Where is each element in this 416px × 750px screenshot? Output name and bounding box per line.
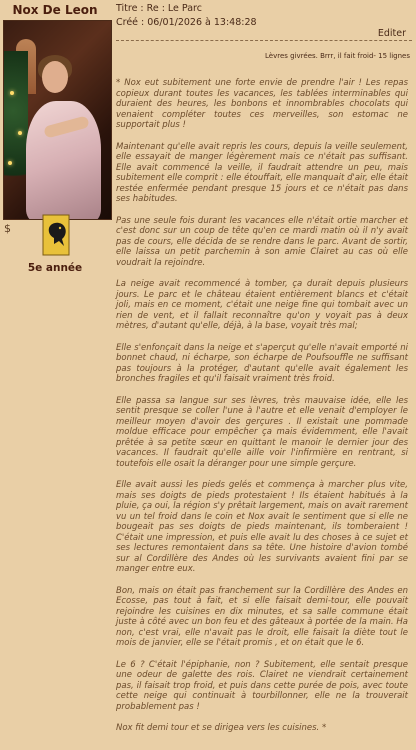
post-paragraph: Maintenant qu'elle avait repris les cours, depuis la veille seulement, elle essayait de manger légèrement mais ce n'était pas suffisant. Elle avait commencé la veille, il faudrait attendre un peu, mais subitement elle comprit : elle étouffait, elle manquait d'air, elle était restée enfermée pendant presque 15 jours et ce n'était pas dans ses habitudes. <box>116 141 408 204</box>
post-paragraph: Elle avait aussi les pieds gelés et commença à marcher plus vite, mais ses doigts de pieds protestaient ! Ils étaient habitués à la pluie, ça oui, la région s'y prêtait largement, mais on avait rarement vu un tel froid dans le coin et Nox avait le sentiment que si elle ne bougeait pas ses doigts de pieds maintenant, ils tomberaient ! C'était une impression, et puis elle avait lu des choses à ce sujet et ses lectures remontaient dans sa tête. Une histoire d'avion tombé sur al Cordillère des Andes où les survivants avaient fini par se manger entre eux. <box>116 480 408 574</box>
christmas-tree-shape <box>3 51 28 201</box>
edit-button[interactable]: Editer <box>377 28 406 39</box>
currency-icon: $ <box>4 222 11 235</box>
post-paragraph: Le 6 ? C'était l'épiphanie, non ? Subitement, elle sentait presque une odeur de galette des rois. Clairet ne viendrait certainement pas, il faisait trop froid, et puis dans cette purée de pois, avec toute cette neige qui continuait à tourbillonner, elle ne la trouverait probablement pas ! <box>116 659 408 712</box>
post-header <box>116 0 412 41</box>
post-title: Titre : Re : Le Parc <box>116 3 202 14</box>
avatar-face <box>42 61 68 93</box>
hufflepuff-badge-icon <box>40 214 72 256</box>
tree-light <box>8 161 12 165</box>
school-year: 5e année <box>27 262 83 274</box>
post-subtitle: Lèvres givrées. Brrr, il fait froid- 15 lignes <box>265 52 410 60</box>
author-sidebar <box>0 0 110 280</box>
post-paragraph: * Nox eut subitement une forte envie de prendre l'air ! Les repas copieux durant toutes les vacances, les tablées interminables qui duraient des heures, les bonbons et innombrables chocolats qui venaient compléter toutes ces merveilles, son estomac ne supportait plus ! <box>116 78 408 130</box>
post-paragraph: Bon, mais on était pas franchement sur la Cordillère des Andes en Ecosse, pas tout à fait, et si elle faisait demi-tour, elle pouvait rejoindre les cuisines en dix minutes, et sa salle commune était juste à côté avec un bon feu et des gâteaux à portée de la main. Ha non, c'est vrai, elle n'avait pas le droit, elle faisait la diète tout le mois de janvier, elle se l'était promis , et on était que le 6. <box>116 585 408 648</box>
post-paragraph: Elle s'enfonçait dans la neige et s'aperçut qu'elle n'avait emporté ni bonnet chaud, ni écharpe, son écharpe de Poufsouffle ne suffisant pas toujours à la protéger, d'autant qu'elle avait également les bronches fragiles et qu'il faisait vraiment très froid. <box>116 342 408 384</box>
post-paragraph: Nox fit demi tour et se dirigea vers les cuisines. * <box>116 723 327 733</box>
post-paragraph: Elle passa sa langue sur ses lèvres, très mauvaise idée, elle les sentit presque se coller l'une à l'autre et elle venait d'employer le meilleur moyen d'avoir des gerçures . Il existait une pommade moldue efficace pour empêcher ça mais évidemment, elle l'avait prêtée à sa petite sœur en quittant le manoir le dernier jour des vacances. Il faudrait qu'elle aille voir l'infirmière en rentrant, si toutefois elle osait la déranger pour une simple gerçure. <box>116 395 408 469</box>
post-paragraph: La neige avait recommencé à tomber, ça durait depuis plusieurs jours. Le parc et le château étaient entièrement blancs et c'était joli, mais en ce moment, c'était une neige fine qui tombait avec un rien de vent, et il fallait reconnaître qu'on y voyait pas à deux mètres, d'autant qu'elle, déjà, à la base, voyait très mal; <box>116 279 408 331</box>
tree-light <box>18 131 22 135</box>
post-body <box>116 78 408 745</box>
author-avatar <box>3 20 112 220</box>
tree-light <box>10 91 14 95</box>
author-name[interactable]: Nox De Leon <box>12 3 98 17</box>
avatar-dress <box>26 101 101 220</box>
post-created-date: Créé : 06/01/2026 à 13:48:28 <box>116 17 257 28</box>
post-paragraph: Pas une seule fois durant les vacances elle n'était ortie marcher et c'est donc sur un coup de tête qu'en ce mardi matin où il n'y avait pas de cours, elle décida de se rendre dans le parc. Avant de sortir, elle laissa un petit parchemin à son amie Clairet au cas où elle voudrait la rejoindre. <box>116 215 408 268</box>
